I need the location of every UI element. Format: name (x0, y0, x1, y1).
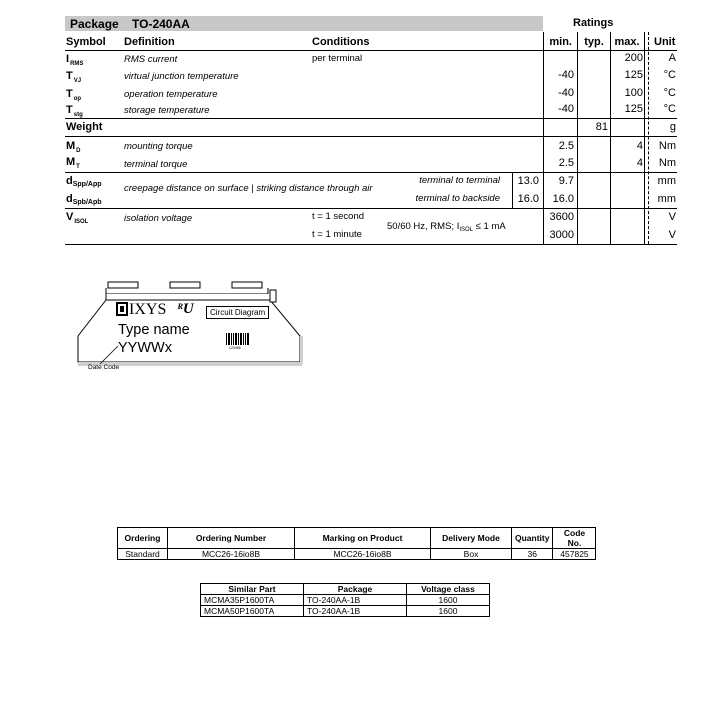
similar-cell: TO-240AA-1B (304, 606, 407, 617)
val-dspb: 16.0 (517, 193, 539, 205)
cond-dspp: terminal to terminal (419, 175, 500, 186)
unit-col-dashed (648, 32, 649, 244)
max-tstg: 125 (624, 103, 643, 115)
row-rule (65, 118, 677, 119)
def-tstg: storage temperature (124, 105, 210, 116)
ordering-header-cell: Marking on Product (295, 528, 431, 549)
table-bottom-rule (65, 244, 677, 245)
similar-part-table (200, 583, 490, 617)
col-header-conditions: Conditions (312, 36, 370, 48)
ordering-cell: Box (431, 549, 512, 560)
row-rule (65, 136, 677, 137)
similar-header-cell: Voltage class (407, 584, 490, 595)
def-visol: isolation voltage (124, 213, 193, 224)
sym-md: $M_D$ (66, 140, 81, 154)
unit-md: Nm (658, 140, 676, 152)
unit-dspb: mm (657, 193, 676, 205)
unit-mt: Nm (658, 157, 676, 169)
date-code-pointer (94, 344, 124, 366)
ordering-cell: MCC26-16io8B (168, 549, 295, 560)
similar-header-cell: Similar Part (201, 584, 304, 595)
package-value: TO-240AA (132, 17, 190, 31)
col-header-unit: Unit (654, 36, 676, 48)
unit-visol-1min: V (668, 229, 676, 241)
col-header-max: max. (614, 36, 640, 48)
sym-mt: $M_T$ (66, 156, 80, 170)
min-dspb: 16.0 (552, 193, 574, 205)
unit-irms: A (668, 52, 676, 64)
col-header-symbol: Symbol (66, 36, 106, 48)
table-row (201, 595, 490, 606)
unit-weight: g (669, 121, 676, 133)
sym-irms: $I_{RMS}$ (66, 53, 84, 67)
sym-dspp: dSpp/App (66, 175, 102, 188)
package-label: Package (70, 17, 119, 31)
similar-cell: 1600 (407, 606, 490, 617)
ordering-table (117, 527, 596, 560)
sym-visol: $V_{ISOL}$ (66, 211, 89, 225)
ul-mark-icon: ᴿU (177, 301, 194, 317)
col-header-typ: typ. (584, 36, 604, 48)
ordering-header-cell: Quantity (512, 528, 553, 549)
barcode-number: 123456 (229, 346, 241, 350)
date-code-text: YYWWx (118, 340, 172, 356)
unit-tvj: °C (663, 69, 676, 81)
table-row (118, 549, 596, 560)
unit-visol-1s: V (668, 211, 676, 223)
date-code-caption: Date Code (88, 364, 120, 371)
min-mt: 2.5 (558, 157, 574, 169)
similar-cell: TO-240AA-1B (304, 595, 407, 606)
ordering-cell: MCC26-16io8B (295, 549, 431, 560)
similar-cell: MCMA35P1600TA (201, 595, 304, 606)
type-name-text: Type name (118, 322, 190, 338)
max-irms: 200 (624, 52, 643, 64)
cond-visol-1s: t = 1 second (312, 211, 365, 222)
similar-header-cell: Package (304, 584, 407, 595)
min-top: -40 (558, 87, 574, 99)
unit-tstg: °C (663, 103, 676, 115)
min-visol-1min: 3000 (549, 229, 574, 241)
col-header-min: min. (549, 36, 572, 48)
min-md: 2.5 (558, 140, 574, 152)
ordering-header-cell: Delivery Mode (431, 528, 512, 549)
typ-col-left (577, 32, 578, 244)
def-tvj: virtual junction temperature (124, 71, 239, 82)
similar-header-row (201, 584, 490, 595)
cond-irms: per terminal (312, 53, 363, 64)
sym-dspb: dSpb/Apb (66, 193, 102, 206)
min-dspp: 9.7 (558, 175, 574, 187)
max-md: 4 (636, 140, 643, 152)
sym-weight: Weight (66, 121, 103, 133)
ordering-cell: 36 (512, 549, 553, 560)
ixys-logo-icon (116, 302, 128, 316)
row-rule (65, 208, 677, 209)
sym-tvj: $T_{VJ}$ (66, 70, 82, 84)
ratings-title: Ratings (573, 17, 614, 29)
def-creepage: creepage distance on surface | striking distance through air (124, 183, 373, 194)
def-irms: RMS current (124, 54, 178, 65)
def-mt: terminal torque (124, 159, 188, 170)
min-tstg: -40 (558, 103, 574, 115)
col-header-definition: Definition (124, 36, 175, 48)
max-tvj: 125 (624, 69, 643, 81)
sym-top: $T_{op}$ (66, 88, 82, 102)
cond-dspb: terminal to backside (415, 193, 500, 204)
max-top: 100 (624, 87, 643, 99)
table-row (201, 606, 490, 617)
def-top: operation temperature (124, 89, 218, 100)
sym-tstg: $T_{stg}$ (66, 104, 83, 118)
typ-weight: 81 (595, 121, 608, 133)
val-dspp: 13.0 (517, 175, 539, 187)
similar-cell: MCMA50P1600TA (201, 606, 304, 617)
max-mt: 4 (636, 157, 643, 169)
row-rule (65, 172, 677, 173)
similar-cell: 1600 (407, 595, 490, 606)
header-rule (65, 50, 677, 51)
ordering-header-row (118, 528, 596, 549)
max-col-right (644, 32, 645, 244)
def-md: mounting torque (124, 141, 193, 152)
unit-top: °C (663, 87, 676, 99)
ordering-cell: 457825 (553, 549, 596, 560)
min-tvj: -40 (558, 69, 574, 81)
cond-visol-1min: t = 1 minute (312, 229, 362, 240)
ordering-cell: Standard (118, 549, 168, 560)
ordering-header-cell: Ordering (118, 528, 168, 549)
ordering-header-cell: Ordering Number (168, 528, 295, 549)
unit-dspp: mm (657, 175, 676, 187)
circuit-diagram-box: Circuit Diagram (206, 306, 269, 319)
min-visol-1s: 3600 (549, 211, 574, 223)
ordering-header-cell: Code No. (553, 528, 596, 549)
cond-visol-extra: 50/60 Hz, RMS; $I_{ISOL} \le 1$ mA (387, 221, 506, 233)
brand-name: IXYS (129, 301, 167, 318)
